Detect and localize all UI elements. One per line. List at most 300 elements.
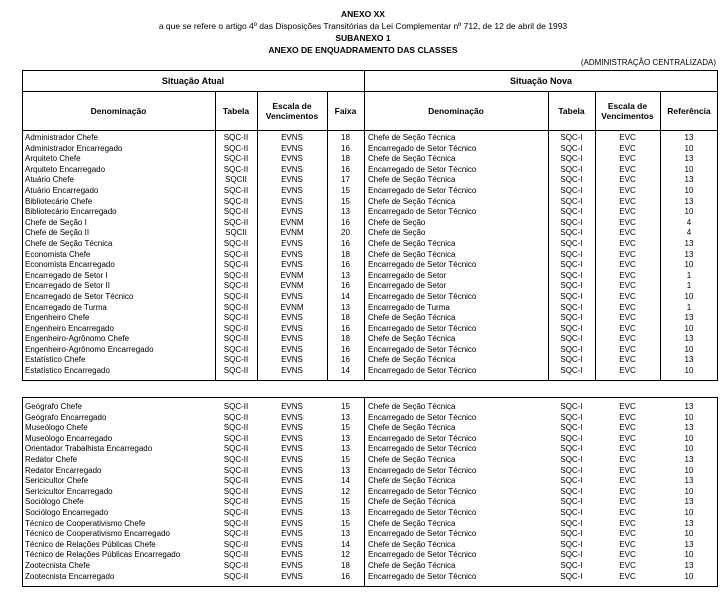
new-escala-cell: EVC [619, 539, 636, 549]
new-tabela-cell: SQC-I [560, 433, 583, 443]
faixa-cell: 15 [341, 497, 350, 507]
table-row [22, 334, 718, 345]
denominacao-cell: Administrador Chefe [25, 133, 98, 142]
escala-cell: EVNS [281, 313, 303, 323]
table-row [22, 402, 718, 413]
new-denominacao-cell: Encarregado de Setor Técnico [368, 444, 477, 454]
new-denominacao-cell: Encarregado de Setor Técnico [368, 550, 477, 560]
referencia-cell: 10 [684, 550, 694, 560]
denominacao-cell: Encarregado de Turma [25, 302, 107, 312]
tabela-cell: SQC-II [223, 270, 249, 280]
faixa-cell: 16 [341, 238, 350, 248]
tabela-cell: SQC-II [223, 238, 249, 248]
referencia-cell: 13 [684, 175, 694, 185]
table-row [22, 197, 718, 208]
escala-cell: EVNS [281, 454, 303, 464]
faixa-cell: 14 [341, 539, 350, 549]
escala-cell: EVNS [281, 402, 303, 411]
faixa-cell: 20 [341, 228, 350, 238]
new-escala-cell: EVC [619, 249, 636, 259]
new-tabela-cell: SQC-I [560, 185, 583, 195]
new-denominacao-cell: Chefe de Seção Técnica [368, 238, 456, 248]
new-tabela-cell: SQC-I [560, 402, 583, 411]
tabela-cell: SQC-II [223, 560, 249, 570]
new-escala-cell: EVC [619, 507, 636, 517]
faixa-cell: 13 [341, 207, 350, 217]
lower-table-rows [22, 402, 718, 582]
table-row [22, 281, 718, 292]
new-escala-cell: EVC [619, 185, 636, 195]
table-row [22, 324, 718, 335]
denominacao-cell: Encarregado de Setor Técnico [25, 291, 134, 301]
col-header-denominacao: Denominação [90, 106, 147, 116]
tabela-cell: SQC-II [223, 154, 249, 164]
denominacao-cell: Sociólogo Chefe [25, 497, 84, 507]
new-tabela-cell: SQC-I [560, 423, 583, 433]
tabela-cell: SQC-II [223, 249, 249, 259]
col-header-new-escala: Escala de Vencimentos [601, 101, 654, 121]
referencia-cell: 13 [684, 355, 694, 365]
tabela-cell: SQC-II [223, 465, 249, 475]
new-denominacao-cell: Encarregado de Setor Técnico [368, 323, 477, 333]
escala-cell: EVNS [281, 571, 303, 581]
new-denominacao-cell: Encarregado de Setor Técnico [368, 433, 477, 443]
new-denominacao-cell: Encarregado de Setor Técnico [368, 164, 477, 174]
new-denominacao-cell: Encarregado de Setor Técnico [368, 486, 477, 496]
denominacao-cell: Redator Encarregado [25, 465, 102, 475]
new-tabela-cell: SQC-I [560, 560, 583, 570]
referencia-cell: 13 [684, 154, 694, 164]
new-escala-cell: EVC [619, 444, 636, 454]
col-header-escala: Escala de Vencimentos [265, 101, 319, 121]
table-row [22, 207, 718, 218]
faixa-cell: 16 [341, 323, 350, 333]
table-row [22, 497, 718, 508]
faixa-cell: 14 [341, 291, 350, 301]
escala-cell: EVNS [281, 260, 303, 270]
new-tabela-cell: SQC-I [560, 143, 583, 153]
denominacao-cell: Sociólogo Encarregado [25, 507, 109, 517]
denominacao-cell: Bibliotecário Chefe [25, 196, 93, 206]
table-row [22, 165, 718, 176]
faixa-cell: 15 [341, 518, 350, 528]
referencia-cell: 13 [684, 560, 694, 570]
denominacao-cell: Economista Chefe [25, 249, 91, 259]
new-escala-cell: EVC [619, 476, 636, 486]
new-escala-cell: EVC [619, 550, 636, 560]
tabela-cell: SQC-II [223, 260, 249, 270]
new-denominacao-cell: Encarregado de Setor Técnico [368, 366, 477, 376]
new-tabela-cell: SQC-I [560, 476, 583, 486]
faixa-cell: 12 [341, 550, 350, 560]
denominacao-cell: Sericicultor Chefe [25, 476, 89, 486]
referencia-cell: 10 [684, 323, 694, 333]
subannex-title: SUBANEXO 1 [335, 33, 391, 43]
table-row [22, 434, 718, 445]
new-tabela-cell: SQC-I [560, 196, 583, 206]
new-escala-cell: EVC [619, 154, 636, 164]
faixa-cell: 13 [341, 302, 350, 312]
denominacao-cell: Encarregado de Setor II [25, 281, 110, 291]
denominacao-cell: Orientador Trabalhista Encarregado [25, 444, 153, 454]
new-denominacao-cell: Encarregado de Setor Técnico [368, 412, 477, 422]
referencia-cell: 13 [684, 497, 694, 507]
tabela-cell: SQC-II [223, 217, 249, 227]
referencia-cell: 13 [684, 313, 694, 323]
table-row [22, 260, 718, 271]
escala-cell: EVNS [281, 529, 303, 539]
tabela-cell: SQC-II [223, 507, 249, 517]
escala-cell: EVNS [281, 175, 303, 185]
faixa-cell: 17 [341, 175, 350, 185]
escala-cell: EVNS [281, 486, 303, 496]
new-denominacao-cell: Encarregado de Setor Técnico [368, 344, 477, 354]
new-denominacao-cell: Chefe de Seção Técnica [368, 454, 456, 464]
new-situation-header: Situação Nova [509, 76, 573, 86]
referencia-cell: 10 [684, 291, 694, 301]
new-tabela-cell: SQC-I [560, 507, 583, 517]
table-row [22, 228, 718, 239]
referencia-cell: 1 [686, 270, 692, 280]
referencia-cell: 10 [684, 465, 694, 475]
new-escala-cell: EVC [619, 366, 636, 376]
denominacao-cell: Técnico de Relações Públicas Chefe [25, 539, 156, 549]
new-denominacao-cell: Encarregado de Setor Técnico [368, 291, 477, 301]
faixa-cell: 18 [341, 334, 350, 344]
new-tabela-cell: SQC-I [560, 260, 583, 270]
new-escala-cell: EVC [619, 560, 636, 570]
new-escala-cell: EVC [619, 518, 636, 528]
new-denominacao-cell: Encarregado de Setor Técnico [368, 571, 477, 581]
faixa-cell: 13 [341, 507, 350, 517]
tabela-cell: SQC-II [223, 476, 249, 486]
tabela-cell: SQC-II [223, 133, 249, 142]
referencia-cell: 10 [684, 344, 694, 354]
table-row [22, 366, 718, 377]
faixa-cell: 16 [341, 355, 350, 365]
table-row [22, 423, 718, 434]
referencia-cell: 10 [684, 412, 694, 422]
faixa-cell: 13 [341, 444, 350, 454]
table-row [22, 455, 718, 466]
escala-cell: EVNS [281, 154, 303, 164]
new-tabela-cell: SQC-I [560, 249, 583, 259]
column-header-divider [22, 130, 718, 131]
annex-title: ANEXO XX [341, 9, 385, 19]
new-escala-cell: EVC [619, 238, 636, 248]
denominacao-cell: Técnico de Cooperativismo Encarregado [25, 529, 170, 539]
new-denominacao-cell: Encarregado de Setor Técnico [368, 207, 477, 217]
col-header-faixa: Faixa [334, 106, 357, 116]
new-escala-cell: EVC [619, 260, 636, 270]
faixa-cell: 13 [341, 270, 350, 280]
denominacao-cell: Chefe de Seção Técnica [25, 238, 113, 248]
new-escala-cell: EVC [619, 497, 636, 507]
current-situation-header: Situação Atual [161, 76, 225, 86]
escala-cell: EVNS [281, 133, 303, 142]
referencia-cell: 1 [686, 281, 692, 291]
new-denominacao-cell: Encarregado de Setor Técnico [368, 143, 477, 153]
tabela-cell: SQCII [225, 175, 247, 185]
table-row [22, 218, 718, 229]
denominacao-cell: Museólogo Encarregado [25, 433, 113, 443]
new-escala-cell: EVC [619, 334, 636, 344]
tabela-cell: SQC-II [223, 486, 249, 496]
referencia-cell: 13 [684, 539, 694, 549]
new-escala-cell: EVC [619, 291, 636, 301]
new-escala-cell: EVC [619, 433, 636, 443]
denominacao-cell: Museólogo Chefe [25, 423, 88, 433]
new-escala-cell: EVC [619, 486, 636, 496]
referencia-cell: 13 [684, 238, 694, 248]
faixa-cell: 16 [341, 164, 350, 174]
table-row [22, 239, 718, 250]
faixa-cell: 16 [341, 260, 350, 270]
referencia-cell: 10 [684, 207, 694, 217]
tabela-cell: SQC-II [223, 366, 249, 376]
new-escala-cell: EVC [619, 164, 636, 174]
new-tabela-cell: SQC-I [560, 355, 583, 365]
escala-cell: EVNS [281, 207, 303, 217]
new-denominacao-cell: Encarregado de Setor Técnico [368, 529, 477, 539]
new-tabela-cell: SQC-I [560, 529, 583, 539]
tabela-cell: SQC-II [223, 444, 249, 454]
new-escala-cell: EVC [619, 302, 636, 312]
new-tabela-cell: SQC-I [560, 133, 583, 142]
faixa-cell: 16 [341, 217, 350, 227]
denominacao-cell: Engenheiro Encarregado [25, 323, 114, 333]
table-row [22, 540, 718, 551]
faixa-cell: 13 [341, 465, 350, 475]
table-row [22, 133, 718, 144]
table-row [22, 144, 718, 155]
escala-cell: EVNS [281, 560, 303, 570]
faixa-cell: 15 [341, 423, 350, 433]
new-escala-cell: EVC [619, 217, 636, 227]
new-denominacao-cell: Encarregado de Turma [368, 302, 450, 312]
tabela-cell: SQC-II [223, 291, 249, 301]
denominacao-cell: Atuário Chefe [25, 175, 74, 185]
denominacao-cell: Engenheiro-Agrônomo Encarregado [25, 344, 154, 354]
new-denominacao-cell: Chefe de Seção Técnica [368, 423, 456, 433]
referencia-cell: 10 [684, 366, 694, 376]
faixa-cell: 15 [341, 185, 350, 195]
table-row [22, 572, 718, 583]
new-tabela-cell: SQC-I [560, 497, 583, 507]
denominacao-cell: Encarregado de Setor I [25, 270, 108, 280]
new-tabela-cell: SQC-I [560, 539, 583, 549]
referencia-cell: 10 [684, 507, 694, 517]
new-escala-cell: EVC [619, 423, 636, 433]
new-denominacao-cell: Encarregado de Setor [368, 270, 447, 280]
faixa-cell: 18 [341, 154, 350, 164]
new-tabela-cell: SQC-I [560, 313, 583, 323]
referencia-cell: 10 [684, 529, 694, 539]
new-denominacao-cell: Chefe de Seção Técnica [368, 313, 456, 323]
new-denominacao-cell: Chefe de Seção Técnica [368, 539, 456, 549]
new-escala-cell: EVC [619, 313, 636, 323]
new-escala-cell: EVC [619, 344, 636, 354]
tabela-cell: SQCII [225, 228, 247, 238]
new-tabela-cell: SQC-I [560, 454, 583, 464]
escala-cell: EVNS [281, 323, 303, 333]
escala-cell: EVNS [281, 355, 303, 365]
escala-cell: EVNS [281, 334, 303, 344]
new-tabela-cell: SQC-I [560, 270, 583, 280]
escala-cell: EVNS [281, 423, 303, 433]
escala-cell: EVNS [281, 164, 303, 174]
tabela-cell: SQC-II [223, 402, 249, 411]
new-denominacao-cell: Chefe de Seção Técnica [368, 402, 456, 411]
tabela-cell: SQC-II [223, 423, 249, 433]
new-tabela-cell: SQC-I [560, 238, 583, 248]
referencia-cell: 10 [684, 433, 694, 443]
faixa-cell: 16 [341, 143, 350, 153]
new-tabela-cell: SQC-I [560, 217, 583, 227]
table-row [22, 154, 718, 165]
faixa-cell: 15 [341, 402, 350, 411]
table-row [22, 271, 718, 282]
col-header-new-denominacao: Denominação [428, 106, 484, 116]
escala-cell: EVNS [281, 412, 303, 422]
new-tabela-cell: SQC-I [560, 444, 583, 454]
table-row [22, 250, 718, 261]
tabela-cell: SQC-II [223, 550, 249, 560]
denominacao-cell: Redator Chefe [25, 454, 78, 464]
tabela-cell: SQC-II [223, 344, 249, 354]
tabela-cell: SQC-II [223, 518, 249, 528]
referencia-cell: 4 [686, 228, 692, 238]
denominacao-cell: Geógrafo Chefe [25, 402, 82, 411]
denominacao-cell: Arquiteto Chefe [25, 154, 81, 164]
new-tabela-cell: SQC-I [560, 164, 583, 174]
denominacao-cell: Administrador Encarregado [25, 143, 123, 153]
denominacao-cell: Chefe de Seção I [25, 217, 87, 227]
referencia-cell: 10 [684, 143, 694, 153]
escala-cell: EVNS [281, 196, 303, 206]
new-escala-cell: EVC [619, 207, 636, 217]
upper-table-rows [22, 133, 718, 377]
escala-cell: EVNM [280, 217, 304, 227]
escala-cell: EVNS [281, 550, 303, 560]
tabela-cell: SQC-II [223, 355, 249, 365]
escala-cell: EVNS [281, 465, 303, 475]
table-row [22, 355, 718, 366]
table-row [22, 292, 718, 303]
tabela-cell: SQC-II [223, 539, 249, 549]
referencia-cell: 1 [686, 302, 692, 312]
faixa-cell: 13 [341, 412, 350, 422]
denominacao-cell: Bibliotecário Encarregado [25, 207, 117, 217]
table-row [22, 476, 718, 487]
tabela-cell: SQC-II [223, 334, 249, 344]
new-tabela-cell: SQC-I [560, 154, 583, 164]
referencia-cell: 13 [684, 133, 694, 142]
table-row [22, 175, 718, 186]
denominacao-cell: Engenheiro Chefe [25, 313, 90, 323]
denominacao-cell: Arquiteto Encarregado [25, 164, 106, 174]
escala-cell: EVNS [281, 518, 303, 528]
tabela-cell: SQC-II [223, 196, 249, 206]
escala-cell: EVNS [281, 366, 303, 376]
escala-cell: EVNM [280, 281, 304, 291]
tabela-cell: SQC-II [223, 454, 249, 464]
escala-cell: EVNS [281, 344, 303, 354]
new-tabela-cell: SQC-I [560, 334, 583, 344]
denominacao-cell: Zootecnista Chefe [25, 560, 90, 570]
referencia-cell: 13 [684, 476, 694, 486]
table-row [22, 508, 718, 519]
new-tabela-cell: SQC-I [560, 302, 583, 312]
new-tabela-cell: SQC-I [560, 465, 583, 475]
new-escala-cell: EVC [619, 196, 636, 206]
referencia-cell: 13 [684, 334, 694, 344]
table-row [22, 561, 718, 572]
new-denominacao-cell: Chefe de Seção Técnica [368, 497, 456, 507]
escala-cell: EVNS [281, 507, 303, 517]
new-escala-cell: EVC [619, 133, 636, 142]
faixa-cell: 16 [341, 571, 350, 581]
escala-cell: EVNS [281, 185, 303, 195]
new-escala-cell: EVC [619, 571, 636, 581]
denominacao-cell: Economista Encarregado [25, 260, 115, 270]
referencia-cell: 10 [684, 444, 694, 454]
faixa-cell: 13 [341, 433, 350, 443]
new-denominacao-cell: Encarregado de Setor Técnico [368, 260, 477, 270]
new-denominacao-cell: Chefe de Seção Técnica [368, 355, 456, 365]
col-header-new-tabela: Tabela [558, 106, 585, 116]
faixa-cell: 15 [341, 454, 350, 464]
referencia-cell: 13 [684, 423, 694, 433]
denominacao-cell: Técnico de Relações Públicas Encarregado [25, 550, 181, 560]
new-escala-cell: EVC [619, 355, 636, 365]
referencia-cell: 10 [684, 185, 694, 195]
referencia-cell: 13 [684, 518, 694, 528]
faixa-cell: 18 [341, 313, 350, 323]
new-tabela-cell: SQC-I [560, 228, 583, 238]
faixa-cell: 13 [341, 529, 350, 539]
new-escala-cell: EVC [619, 402, 636, 411]
referencia-cell: 13 [684, 196, 694, 206]
new-tabela-cell: SQC-I [560, 486, 583, 496]
denominacao-cell: Sericicultor Encarregado [25, 486, 113, 496]
new-denominacao-cell: Chefe de Seção Técnica [368, 476, 456, 486]
new-denominacao-cell: Chefe de Seção [368, 217, 426, 227]
new-escala-cell: EVC [619, 281, 636, 291]
tabela-cell: SQC-II [223, 412, 249, 422]
faixa-cell: 14 [341, 476, 350, 486]
table-row [22, 303, 718, 314]
escala-cell: EVNS [281, 291, 303, 301]
referencia-cell: 13 [684, 402, 694, 411]
new-escala-cell: EVC [619, 143, 636, 153]
referencia-cell: 4 [686, 217, 692, 227]
tabela-cell: SQC-II [223, 281, 249, 291]
tabela-cell: SQC-II [223, 185, 249, 195]
referencia-cell: 13 [684, 454, 694, 464]
escala-cell: EVNS [281, 433, 303, 443]
table-row [22, 313, 718, 324]
new-tabela-cell: SQC-I [560, 344, 583, 354]
new-tabela-cell: SQC-I [560, 550, 583, 560]
escala-cell: EVNS [281, 238, 303, 248]
tabela-cell: SQC-II [223, 571, 249, 581]
new-denominacao-cell: Chefe de Seção Técnica [368, 133, 456, 142]
new-tabela-cell: SQC-I [560, 281, 583, 291]
new-escala-cell: EVC [619, 454, 636, 464]
new-tabela-cell: SQC-I [560, 412, 583, 422]
tabela-cell: SQC-II [223, 143, 249, 153]
